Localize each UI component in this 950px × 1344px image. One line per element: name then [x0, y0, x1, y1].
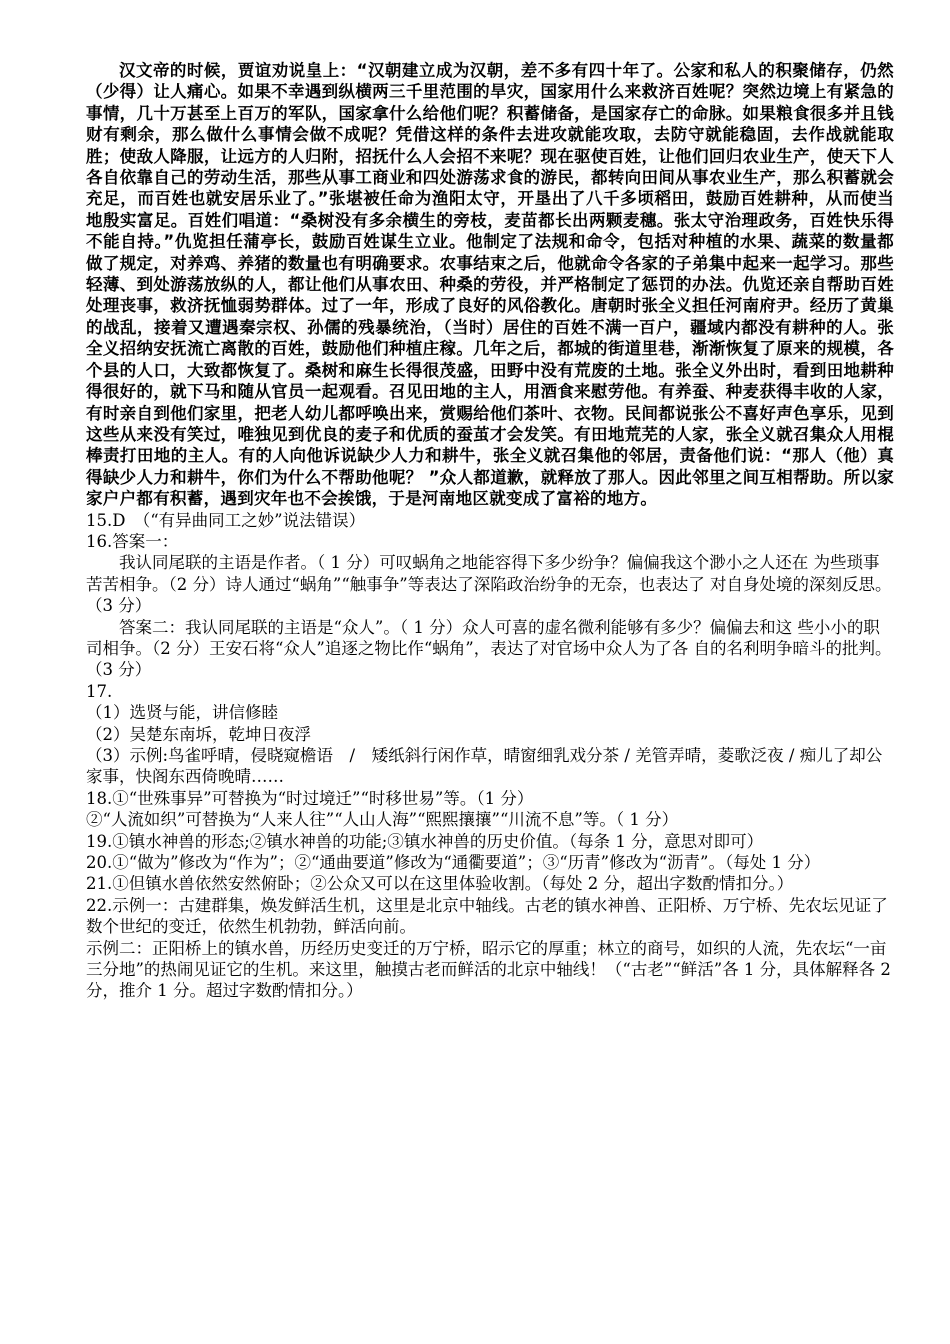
- answer-16-label: 16.答案一：: [86, 531, 179, 551]
- answer-17-label: 17.: [86, 681, 113, 701]
- answer-16-option-1: 我认同尾联的主语是作者。（ 1 分）可叹蜗角之地能容得下多少纷争？偏偏我这个渺小之人还在 为些琐事苦苦相争。（2 分）诗人通过“蜗角”“触事争”等表达了深陷政治纷争的无奈，也表达了 对自身处境的深刻反思。（3 分）: [86, 553, 892, 616]
- answer-18-1: 18.①“世殊事异”可替换为“时过境迁”“时移世易”等。（1 分）: [86, 788, 534, 808]
- answer-22-example-2: 示例二：正阳桥上的镇水兽，历经历史变迁的万宁桥，昭示它的厚重；林立的商号，如织的人流，先农坛“一亩三分地”的热闹见证它的生机。来这里，触摸古老而鲜活的北京中轴线！（“古老”“鲜活”各 1 分，具体解释各 2 分，推介 1 分。超过字数酌情扣分。）: [86, 938, 891, 1001]
- answer-20: 20.①“做为”修改为“作为”；②“通曲要道”修改为“通衢要道”；③“历青”修改为“沥青”。（每处 1 分）: [86, 853, 821, 873]
- answer-15: 15.D （“有异曲同工之妙”说法错误）: [86, 510, 366, 530]
- answer-17-2: （2）吴楚东南坼，乾坤日夜浮: [86, 724, 311, 744]
- answer-page: [86, 60, 894, 1002]
- answer-18-2: ②“人流如织”可替换为“人来人往”“人山人海”“熙熙攘攘”“川流不息”等。（ 1 分）: [86, 810, 679, 830]
- answer-17-3: （3）示例:鸟雀呼晴，侵晓窥檐语 / 矮纸斜行闲作草，晴窗细乳戏分茶 / 羌管弄晴，菱歌泛夜 / 痴儿了却公家事，快阁东西倚晚晴……: [86, 746, 883, 787]
- answer-19: 19.①镇水神兽的形态;②镇水神兽的功能;③镇水神兽的历史价值。（每条 1 分，意思对即可）: [86, 831, 764, 851]
- answer-17-1: （1）选贤与能，讲信修睦: [86, 703, 278, 723]
- answer-21: 21.①但镇水兽依然安然俯卧；②公众又可以在这里体验收割。（每处 2 分，超出字数酌情扣分。）: [86, 874, 794, 894]
- answer-22-example-1: 22.示例一：古建群集，焕发鲜活生机，这里是北京中轴线。古老的镇水神兽、正阳桥、万宁桥、先农坛见证了数个世纪的变迁，依然生机勃勃，鲜活向前。: [86, 895, 888, 937]
- answer-16-option-2: 答案二：我认同尾联的主语是“众人”。（ 1 分）众人可喜的虚名微利能够有多少？偏偏去和这 些小小的职司相争。（2 分）王安石将“众人”追逐之物比作“蜗角”，表达了对官场中众人为了各 自的名利明争暗斗的批判。（3 分）: [86, 617, 892, 680]
- translation-paragraph: 汉文帝的时候，贾谊劝说皇上：“汉朝建立成为汉朝，差不多有四十年了。公家和私人的积聚储存，仍然（少得）让人痛心。如果不幸遇到纵横两三千里范围的旱灾，国家用什么来救济百姓呢？突然边境上有紧急的事情，几十万甚至上百万的军队，国家拿什么给他们呢？积蓄储备，是国家存亡的命脉。如果粮食很多并且钱财有剩余，那么做什么事情会做不成呢？凭借这样的条件去进攻就能攻取，去防守就能稳固，去作战就能取胜；使敌人降服，让远方的人归附，招抚什么人会招不来呢？现在驱使百姓，让他们回归农业生产，使天下人各自依靠自己的劳动生活，那些从事工商业和四处游荡求食的游民，都转向田间从事农业生产，那么积蓄就会充足，而百姓也就安居乐业了。”张堪被任命为渔阳太守，开垦出了八千多顷稻田，鼓励百姓耕种，从而使当地殷实富足。百姓们唱道：“桑树没有多余横生的旁枝，麦苗都长出两颗麦穗。张太守治理政务，百姓快乐得不能自持。”仇览担任蒲亭长，鼓励百姓谋生立业。他制定了法规和命令，包括对种植的水果、蔬菜的数量都做了规定，对养鸡、养猪的数量也有明确要求。农事结束之后，他就命令各家的子弟集中起来一起学习。那些轻薄、到处游荡放纵的人，都让他们从事农田、种桑的劳役，并严格制定了惩罚的办法。仇览还亲自帮助百姓处理丧事，救济抚恤弱势群体。过了一年，形成了良好的风俗教化。唐朝时张全义担任河南府尹。经历了黄巢的战乱，接着又遭遇秦宗权、孙儒的残暴统治，（当时）居住的百姓不满一百户，疆域内都没有耕种的人。张全义招纳安抚流亡离散的百姓，鼓励他们种植庄稼。几年之后，都城的街道里巷，渐渐恢复了原来的规模，各个县的人口，大致都恢复了。桑树和麻生长得很茂盛，田野中没有荒废的土地。张全义外出时，看到田地耕种得很好的，就下马和随从官员一起观看。召见田地的主人，用酒食来慰劳他。有养蚕、种麦获得丰收的人家，有时亲自到他们家里，把老人幼儿都呼唤出来，赏赐给他们茶叶、衣物。民间都说张公不喜好声色享乐，见到这些从来没有笑过，唯独见到优良的麦子和优质的蚕茧才会发笑。有田地荒芜的人家，张全义就召集众人用棍棒责打田地的主人。有的人向他诉说缺少人力和耕牛，张全义就召集他的邻居，责备他们说：“那人（他）真得缺少人力和耕牛，你们为什么不帮助他呢？ ”众人都道歉，就释放了那人。因此邻里之间互相帮助。所以家家户户都有积蓄，遇到灾年也不会挨饿，于是河南地区就变成了富裕的地方。: [86, 61, 894, 509]
